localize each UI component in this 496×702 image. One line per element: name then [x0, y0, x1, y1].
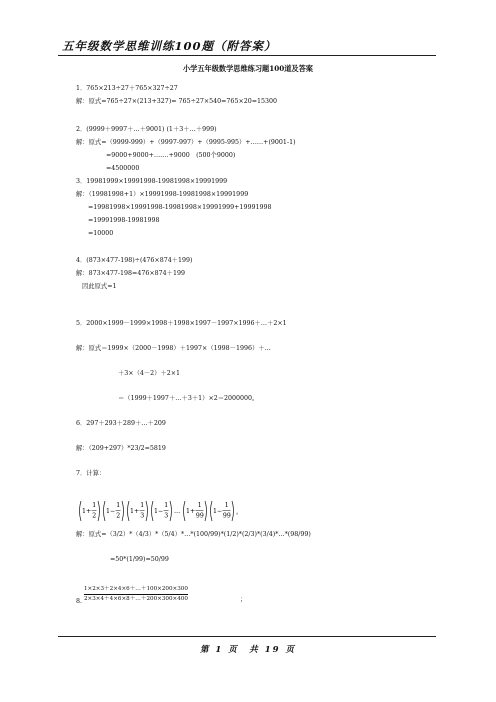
solution-4-result: 因此原式=1 — [82, 283, 117, 290]
fraction-numerator: 1 — [116, 502, 121, 509]
page-number: 第 1 页 共 19 页 — [199, 645, 297, 655]
header-divider — [58, 55, 436, 56]
open-paren — [184, 501, 186, 521]
problem-7-expression — [76, 496, 276, 526]
problem-4: 4．(873×477-198)÷(476×874＋199) — [76, 257, 193, 264]
open-paren — [211, 501, 213, 521]
problem-8-denominator: 2×3×4＋4×6×8＋…＋200×300×400 — [84, 595, 188, 602]
open-paren — [152, 501, 154, 521]
operator: + — [86, 508, 92, 515]
fraction-numerator: 1 — [224, 502, 229, 509]
problem-8-punctuation: ； — [240, 596, 247, 603]
problem-7-label: 7．计算： — [76, 470, 106, 477]
document-title: 小学五年级数学思维练习题100道及答案 — [182, 64, 313, 73]
problem-5: 5．2000×1999－1999×1998＋1998×1997－1997×1996＋…＋2×1 — [76, 320, 287, 327]
solution-3-result: =10000 — [88, 230, 114, 237]
problem-1: 1．765×213÷27＋765×327÷27 — [76, 85, 178, 92]
solution-6: 解：（209+297）*23/2=5819 — [76, 445, 166, 452]
operator: − — [158, 508, 164, 515]
solution-2: 解：原式=（9999-999）+（9997-997）+（9995-995）+……+(9001-1) — [76, 139, 296, 146]
solution-5: 解：原式＝1999×（2000－1998）＋1997×（1998－1996）＋… — [76, 345, 271, 352]
close-paren — [98, 501, 100, 521]
term-one: 1 — [154, 508, 158, 515]
close-paren — [205, 501, 207, 521]
problem-8-label: 8. — [76, 598, 83, 605]
fraction-numerator: 1 — [92, 502, 97, 509]
solution-5-step: ＋3×（4－2）＋2×1 — [118, 370, 181, 377]
fraction-denominator: 3 — [164, 512, 169, 520]
fraction-product — [76, 496, 276, 526]
solution-4: 解：873×477-198=476×874＋199 — [76, 270, 185, 277]
solution-7: 解：原式=（3/2）*（4/3）*（5/4）*…*(100/99)*(1/2)*(2/3)*(3/4)*…*(98/99) — [76, 531, 311, 538]
term-one: 1 — [213, 508, 217, 515]
term-one: 1 — [82, 508, 86, 515]
end-punctuation: 。 — [236, 509, 243, 516]
footer-divider — [58, 636, 436, 637]
solution-1: 解：原式=765÷27×(213+327)= 765÷27×540=765×20=15300 — [76, 98, 278, 105]
solution-3-step: =19991998-19981998 — [88, 217, 160, 224]
problem-3: 3．19981999×19991998-19981998×19991999 — [76, 178, 228, 185]
open-paren — [80, 501, 82, 521]
operator: + — [190, 508, 196, 515]
solution-5-result: ＝（1999＋1997＋…＋3＋1）×2＝2000000。 — [118, 395, 259, 402]
fraction-denominator: 2 — [116, 512, 121, 520]
term-one: 1 — [186, 508, 190, 515]
open-paren — [104, 501, 106, 521]
solution-2-result: =4500000 — [106, 165, 140, 172]
operator: − — [110, 508, 116, 515]
fraction-denominator: 99 — [195, 512, 204, 520]
open-paren — [128, 501, 130, 521]
fraction-denominator: 99 — [222, 512, 231, 520]
operator: − — [217, 508, 223, 515]
operator: + — [134, 508, 140, 515]
ellipsis: … — [174, 508, 181, 515]
term-one: 1 — [106, 508, 110, 515]
problem-6: 6．297＋293＋289＋…＋209 — [76, 420, 166, 427]
solution-7-result: =50*(1/99)=50/99 — [110, 556, 169, 563]
solution-3-step: =19981998×19991998-19981998×19991999+19991998 — [88, 204, 272, 211]
problem-8-fraction — [84, 586, 188, 602]
problem-8-numerator: 1×2×3＋2×4×6＋…＋100×200×300 — [84, 586, 188, 595]
close-paren — [232, 501, 234, 521]
header-title: 五年级数学思维训练100题（附答案） — [62, 39, 277, 53]
fraction-numerator: 1 — [140, 502, 145, 509]
problem-2: 2．(9999＋9997＋…＋9001) (1＋3＋…＋999) — [76, 126, 217, 133]
fraction-numerator: 1 — [197, 502, 202, 509]
close-paren — [146, 501, 148, 521]
term-one: 1 — [130, 508, 134, 515]
fraction-denominator: 2 — [92, 512, 97, 520]
close-paren — [170, 501, 172, 521]
solution-3: 解：（19981998+1）×19991998-19981998×19991999 — [76, 191, 249, 198]
fraction-numerator: 1 — [164, 502, 169, 509]
fraction-denominator: 3 — [140, 512, 145, 520]
close-paren — [122, 501, 124, 521]
solution-2-step: =9000+9000+…….+9000 (500个9000) — [106, 152, 236, 159]
